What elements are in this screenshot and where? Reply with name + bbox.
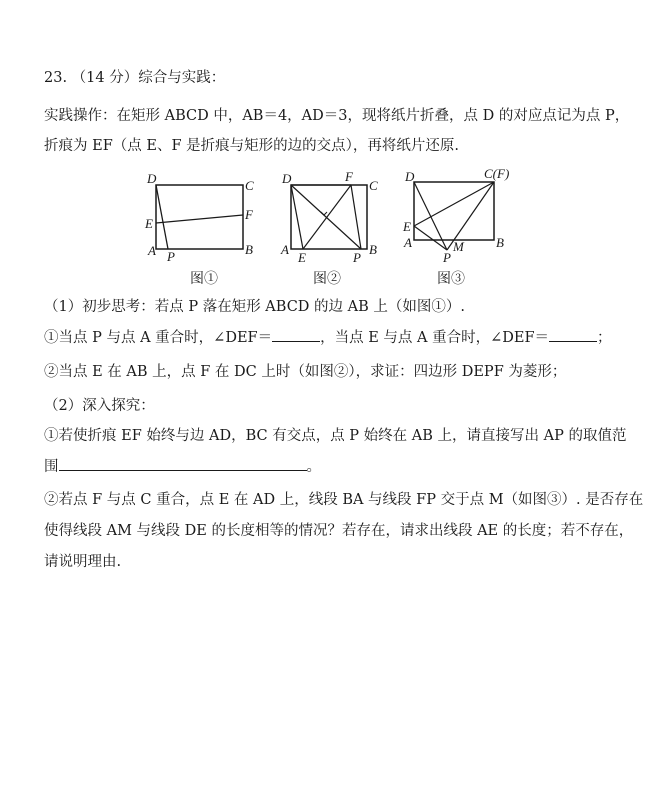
question-1-1 [44,327,612,348]
fig2-label-f: F [345,169,353,184]
figure-3-diagram [402,166,522,265]
fig1-label-d: D [147,171,157,186]
fig2-label-a: A [281,242,289,257]
fig1-segment-dp [156,185,168,249]
fig3-label-cf: C(F) [484,166,510,181]
fig3-crease-ec [414,182,494,226]
figure-2-caption: 图② [313,271,341,287]
figure-3-caption: 图③ [437,271,465,287]
q2-1-text-b: 围 [44,459,59,475]
question-2-1-line-1: ①若使折痕 EF 始终与边 AD，BC 有交点，点 P 始终在 AB 上，请直接写出 AP 的取值范 [44,428,627,444]
fig3-label-b: B [496,235,504,250]
question-2-2-line-2: 使得线段 AM 与线段 DE 的长度相等的情况？若存在，请求出线段 AE 的长度；若不存在， [44,523,634,539]
fig3-segment-ep [414,226,447,250]
answer-blank-2[interactable] [549,327,597,342]
figure-1-diagram [145,170,258,265]
fig3-label-d: D [405,169,415,184]
figure-1-caption: 图① [190,271,218,287]
problem-header [44,68,225,88]
fig3-label-e: E [403,219,411,234]
fig2-label-d: D [282,171,292,186]
q1-1-text-c: ； [597,330,612,346]
fig1-rectangle [156,185,243,249]
q1-1-text-b: ，当点 E 与点 A 重合时，∠DEF＝ [320,330,550,346]
answer-blank-1[interactable] [272,327,320,342]
figure-3 [402,166,522,269]
fig2-label-c: C [369,178,378,193]
fig3-label-a: A [404,235,412,250]
problem-number: 23. [44,70,68,86]
question-1-2: ②当点 E 在 AB 上，点 F 在 DC 上时（如图②），求证：四边形 DEPF 为菱形； [44,364,567,380]
fig2-label-e: E [298,250,306,265]
figure-1 [145,170,258,269]
figure-2-diagram [283,170,383,265]
fig2-right-angle-mark [321,212,327,215]
question-1-heading: （1）初步思考：若点 P 落在矩形 ABCD 的边 AB 上（如图①）. [44,299,465,315]
fig1-crease-ef [156,215,243,223]
q2-1-text-c: 。 [306,459,321,475]
fig2-crease-ef [303,185,351,249]
question-2-2-line-1: ②若点 F 与点 C 重合，点 E 在 AD 上，线段 BA 与线段 FP 交于点 M（如图③）. 是否存在 [44,492,644,508]
fig1-label-a: A [148,243,156,258]
fig3-label-p: P [443,250,451,265]
fig2-label-p: P [353,250,361,265]
q1-1-text-a: ①当点 P 与点 A 重合时，∠DEF＝ [44,330,273,346]
question-2-2-line-3: 请说明理由. [44,554,122,570]
intro-line-2: 折痕为 EF（点 E、F 是折痕与矩形的边的交点），再将纸片还原. [44,138,459,154]
intro-line-1: 实践操作：在矩形 ABCD 中，AB＝4，AD＝3，现将纸片折叠，点 D 的对应点记为点 P， [44,108,630,124]
fig2-side-fp [351,185,361,249]
fig1-label-f: F [245,207,253,222]
fig1-label-b: B [245,242,253,257]
fig2-label-b: B [369,242,377,257]
problem-score: （14 分）综合与实践： [71,70,226,86]
fig1-label-e: E [145,216,153,231]
question-2-1-line-2 [44,456,321,477]
answer-blank-3[interactable] [59,456,307,471]
fig3-rectangle [414,182,494,240]
fig1-label-c: C [245,178,254,193]
fig1-label-p: P [167,249,175,264]
figure-2 [283,170,383,269]
question-2-heading: （2）深入探究： [44,398,155,414]
fig3-label-m: M [453,239,464,254]
